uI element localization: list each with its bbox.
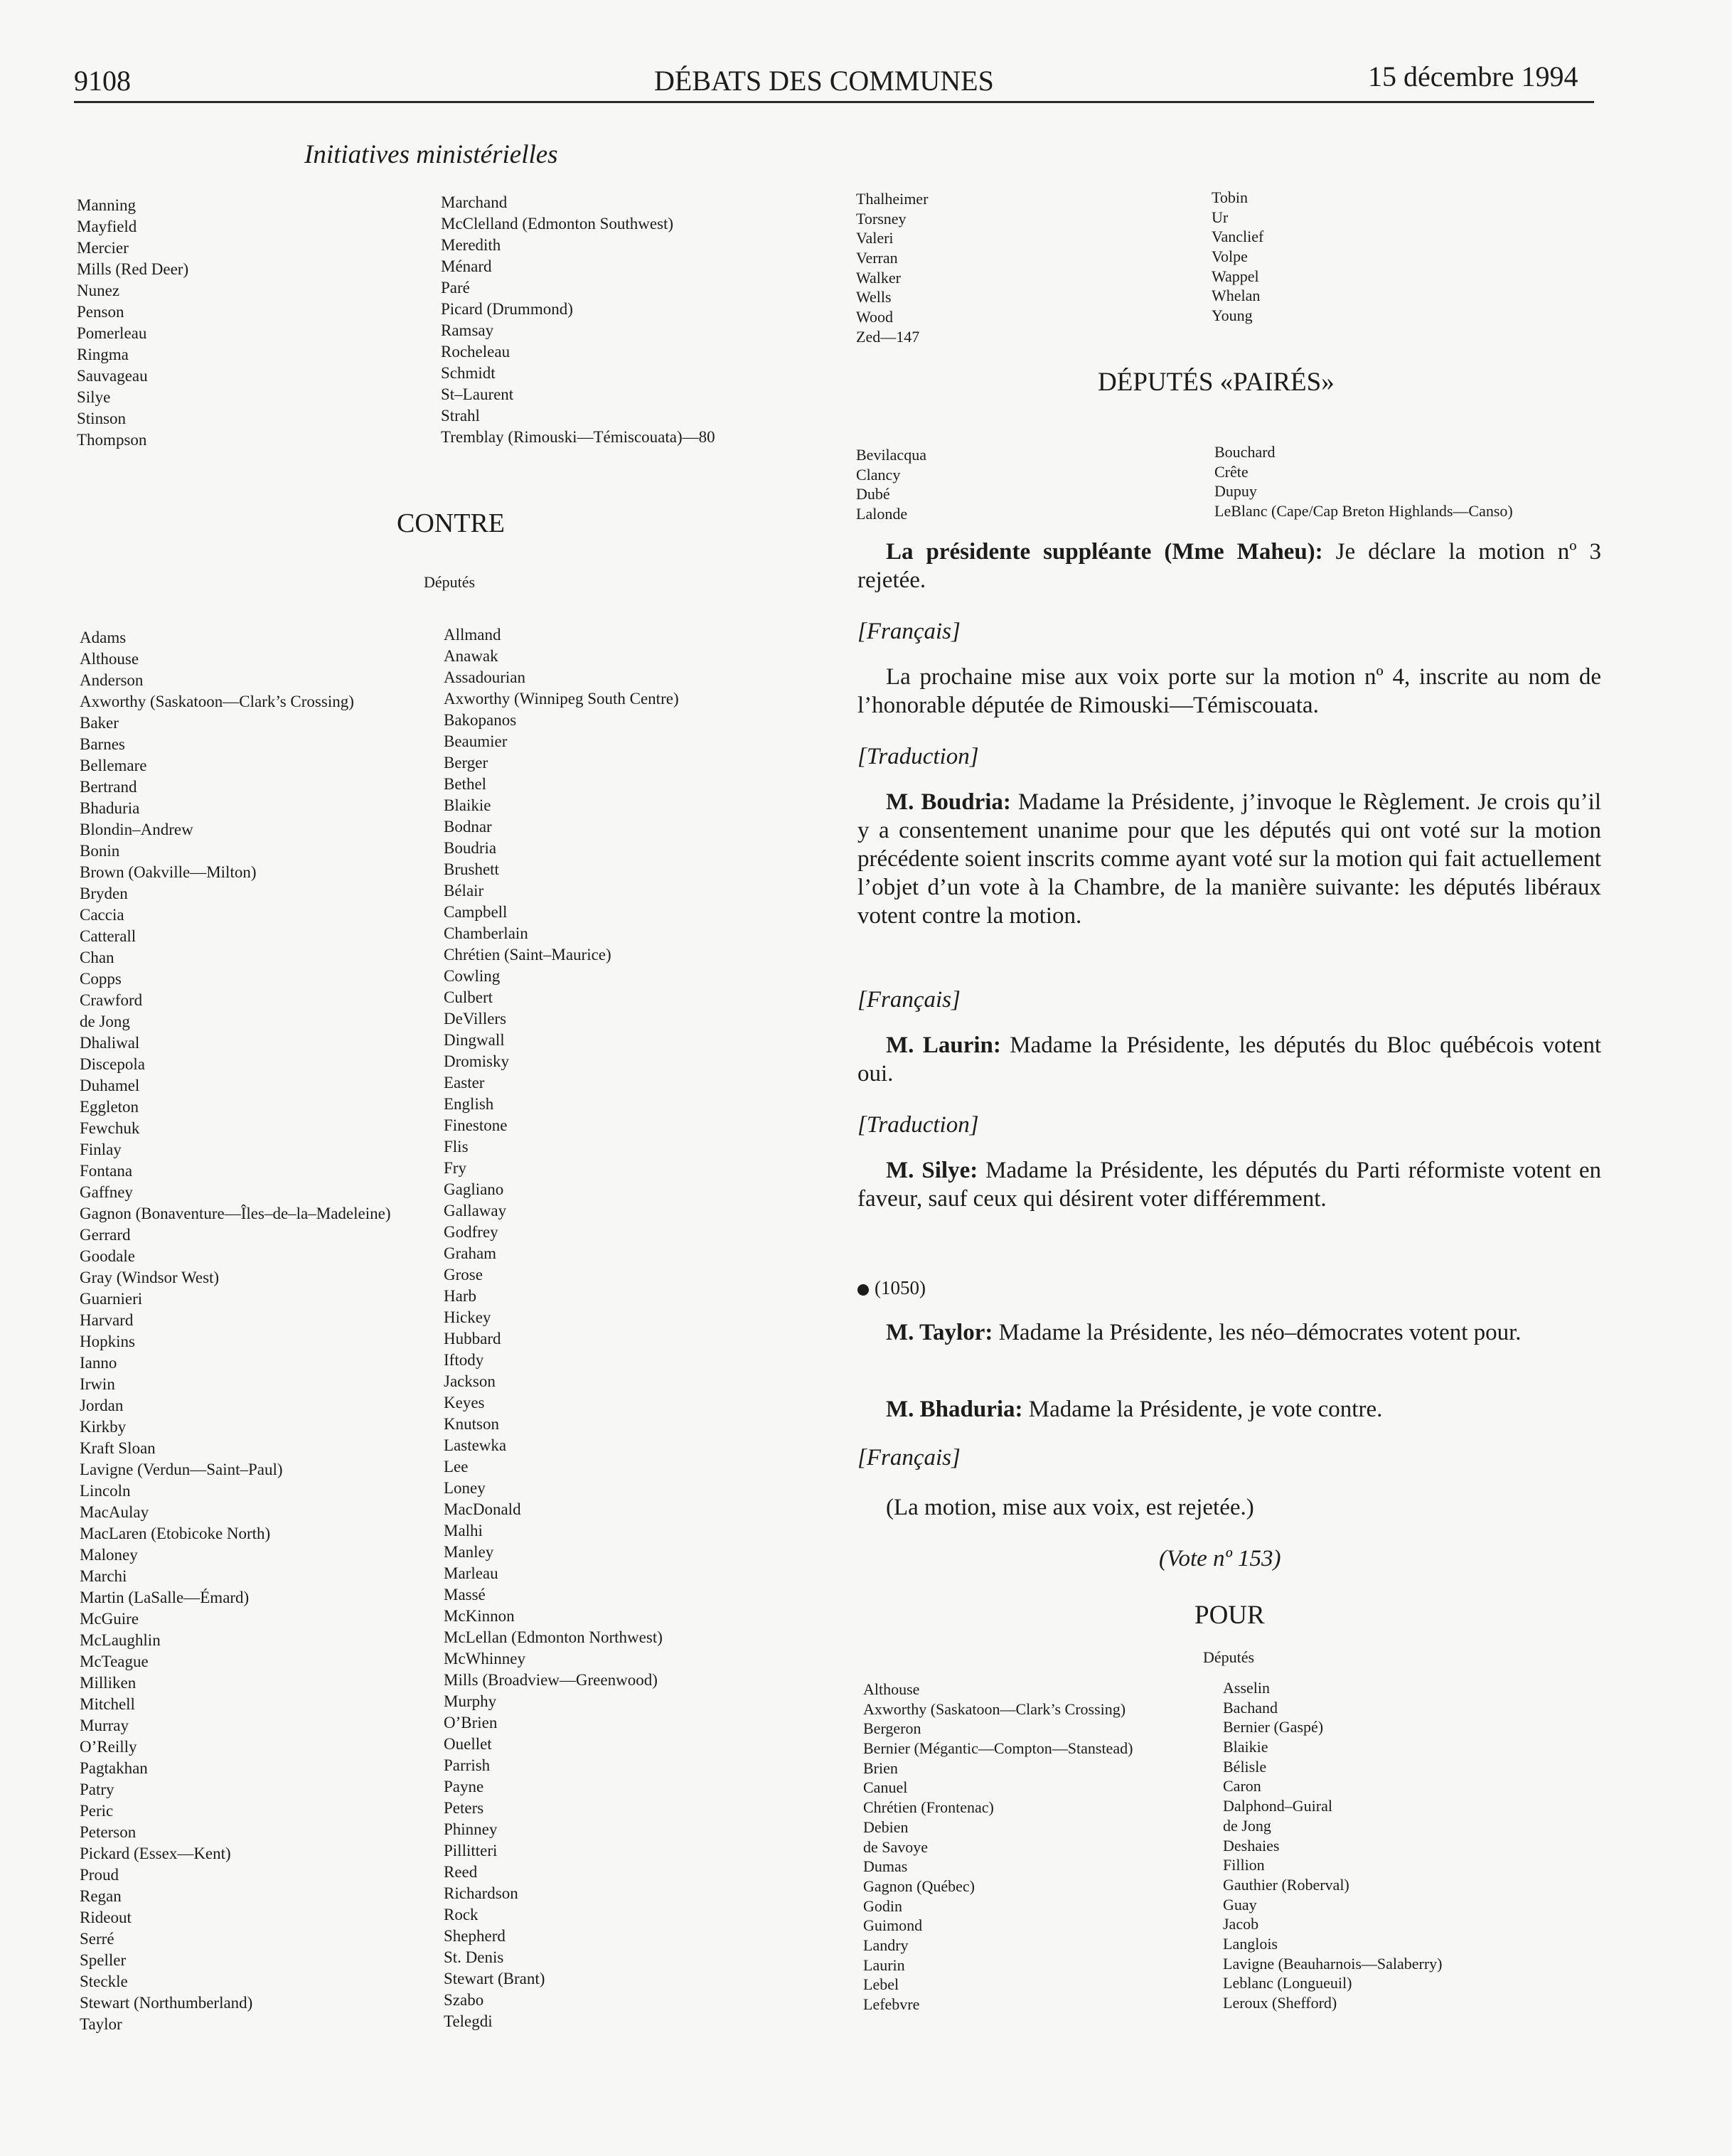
member-name: Debien	[863, 1818, 909, 1836]
member-name: Duhamel	[80, 1077, 140, 1094]
member-name: de Jong	[80, 1013, 130, 1030]
speech-text: Madame la Présidente, les néo–démocrates votent pour.	[993, 1320, 1522, 1345]
paired-heading: DÉPUTÉS «PAIRÉS»	[1098, 368, 1335, 397]
member-name: Telegdi	[444, 2012, 493, 2030]
member-name: Guay	[1223, 1895, 1257, 1914]
member-name: Lavigne (Verdun—Saint–Paul)	[80, 1461, 283, 1478]
pour-subheading: Députés	[1203, 1648, 1255, 1666]
member-name: Catterall	[80, 927, 137, 945]
member-name: Langlois	[1223, 1934, 1278, 1953]
member-name: Hubbard	[444, 1330, 501, 1348]
member-name: Peterson	[80, 1823, 137, 1841]
publication-date: 15 décembre 1994	[1368, 60, 1578, 92]
member-name: Thalheimer	[856, 190, 929, 208]
publication-title: DÉBATS DES COMMUNES	[654, 65, 994, 97]
speech-text: La prochaine mise aux voix porte sur la motion nº 4, inscrite au nom de l’honorable députée de Rimouski—Témiscouata.	[857, 664, 1601, 718]
member-name: Milliken	[80, 1674, 137, 1692]
member-name: Leblanc (Longueuil)	[1223, 1974, 1352, 1992]
member-name: Reed	[444, 1863, 478, 1881]
member-name: Bernier (Mégantic—Compton—Stanstead)	[863, 1739, 1133, 1758]
member-name: St–Laurent	[441, 385, 514, 403]
member-name: Cowling	[444, 967, 501, 985]
member-name: Ringma	[77, 346, 129, 363]
member-name: Baker	[80, 714, 119, 732]
paragraph-speaker-bhaduria	[857, 1395, 1601, 1424]
member-name: Clancy	[856, 465, 901, 484]
member-name: Jordan	[80, 1397, 124, 1414]
member-name: Bonin	[80, 842, 120, 860]
member-name: Crawford	[80, 991, 143, 1009]
language-tag: [Français]	[857, 1445, 961, 1471]
member-name: Chrétien (Saint–Maurice)	[444, 946, 611, 964]
member-name: Bachand	[1223, 1698, 1278, 1717]
member-name: Nunez	[77, 282, 120, 299]
member-name: Penson	[77, 303, 124, 321]
member-name: Crête	[1214, 462, 1249, 481]
member-name: MacAulay	[80, 1503, 149, 1521]
member-name: Volpe	[1212, 247, 1248, 266]
member-name: Fillion	[1223, 1856, 1265, 1874]
contre-heading: CONTRE	[397, 508, 505, 538]
member-name: Harb	[444, 1287, 476, 1305]
member-name: O’Brien	[444, 1714, 498, 1731]
paragraph-speaker-laurin	[857, 1031, 1601, 1088]
member-name: McClelland (Edmonton Southwest)	[441, 215, 674, 233]
member-name: Maloney	[80, 1546, 138, 1564]
member-name: Payne	[444, 1778, 484, 1795]
member-name: Gallaway	[444, 1202, 507, 1220]
member-name: Rock	[444, 1906, 479, 1923]
member-name: Strahl	[441, 407, 480, 425]
member-name: Marchi	[80, 1567, 127, 1585]
member-name: Finlay	[80, 1141, 122, 1158]
member-name: LeBlanc (Cape/Cap Breton Highlands—Canso)	[1214, 502, 1513, 521]
member-name: Lincoln	[80, 1482, 131, 1500]
member-name: Wood	[856, 308, 894, 326]
member-name: Mills (Red Deer)	[77, 260, 189, 278]
member-name: Dumas	[863, 1857, 908, 1876]
member-name: Dingwall	[444, 1031, 505, 1049]
member-name: Fry	[444, 1159, 466, 1177]
member-name: Martin (LaSalle—Émard)	[80, 1589, 250, 1606]
member-name: Mills (Broadview—Greenwood)	[444, 1671, 658, 1689]
member-name: Pillitteri	[444, 1842, 498, 1859]
member-name: Anderson	[80, 671, 144, 689]
member-name: Ianno	[80, 1354, 117, 1372]
member-name: Kraft Sloan	[80, 1439, 156, 1457]
contre-col2	[444, 624, 679, 2032]
member-name: Pickard (Essex—Kent)	[80, 1845, 231, 1862]
member-name: Gray (Windsor West)	[80, 1269, 220, 1286]
member-name: Phinney	[444, 1820, 498, 1838]
member-name: Chrétien (Frontenac)	[863, 1798, 994, 1817]
member-name: Murphy	[444, 1692, 497, 1710]
member-name: Berger	[444, 754, 488, 772]
language-tag: [Français]	[857, 619, 961, 644]
member-name: Bergeron	[863, 1719, 921, 1738]
member-name: Walker	[856, 268, 901, 287]
member-name: Chan	[80, 949, 114, 966]
member-name: Ur	[1212, 208, 1229, 226]
member-name: Massé	[444, 1586, 486, 1603]
member-name: Torsney	[856, 209, 907, 228]
member-name: Adams	[80, 629, 127, 646]
member-name: DeVillers	[444, 1010, 507, 1028]
member-name: MacLaren (Etobicoke North)	[80, 1525, 271, 1542]
member-name: Ménard	[441, 257, 492, 275]
member-name: Silye	[77, 388, 111, 406]
member-name: Stewart (Brant)	[444, 1970, 545, 1987]
member-name: Leroux (Shefford)	[1223, 1994, 1337, 2012]
member-name: Bryden	[80, 885, 128, 902]
member-name: Mercier	[77, 239, 129, 257]
member-name: Axworthy (Saskatoon—Clark’s Crossing)	[80, 693, 354, 710]
member-name: Brien	[863, 1759, 898, 1777]
member-name: Lee	[444, 1458, 469, 1475]
member-name: Bhaduria	[80, 799, 140, 817]
member-name: Serré	[80, 1930, 114, 1948]
speech-text: Madame la Présidente, j’invoque le Règlement. Je crois qu’il y a consentement unanime pour que les députés qui ont voté sur la motion précédente soient inscrits comme ayant voté sur la motion qui fait actuellement l’objet d’un vote à la Chambre, de la manière suivante: les députés libéraux votent contre la motion.	[857, 789, 1602, 929]
member-name: Tobin	[1212, 188, 1249, 206]
member-name: Copps	[80, 970, 122, 988]
paragraph-next-vote	[857, 663, 1601, 720]
pour-continued-col1	[77, 195, 188, 451]
member-name: Iftody	[444, 1351, 484, 1369]
member-name: Axworthy (Saskatoon—Clark’s Crossing)	[863, 1699, 1126, 1718]
member-name: Bethel	[444, 775, 487, 793]
member-name: English	[444, 1095, 494, 1113]
member-name: Schmidt	[441, 364, 496, 382]
member-name: Gagnon (Québec)	[863, 1877, 975, 1895]
member-name: Taylor	[80, 2015, 122, 2033]
member-name: Flis	[444, 1138, 469, 1156]
member-name: Bellemare	[80, 757, 147, 774]
member-name: Zed—147	[856, 327, 920, 346]
member-name: de Savoye	[863, 1837, 929, 1856]
paragraph-speaker-maheu	[857, 538, 1601, 594]
member-name: Althouse	[863, 1680, 920, 1698]
member-name: Harvard	[80, 1311, 134, 1329]
member-name: Steckle	[80, 1973, 128, 1990]
member-name: Dupuy	[1214, 482, 1257, 501]
member-name: Lastewka	[444, 1436, 507, 1454]
member-name: Gagnon (Bonaventure—Îles–de–la–Madeleine)	[80, 1205, 391, 1222]
member-name: Bélair	[444, 882, 484, 900]
speech-text: Je déclare la motion nº 3 rejetée.	[857, 539, 1601, 593]
member-name: Keyes	[444, 1394, 485, 1411]
member-name: Goodale	[80, 1247, 135, 1265]
member-name: Guarnieri	[80, 1290, 143, 1308]
member-name: Lefebvre	[863, 1995, 920, 2013]
member-name: Bevilacqua	[856, 446, 926, 464]
speaker-name: M. Taylor:	[886, 1320, 993, 1345]
member-name: Caron	[1223, 1777, 1261, 1795]
member-name: Marleau	[444, 1564, 498, 1582]
member-name: Gerrard	[80, 1226, 131, 1244]
member-name: Bélisle	[1223, 1757, 1267, 1776]
member-name: Proud	[80, 1866, 119, 1884]
member-name: Gagliano	[444, 1180, 504, 1198]
member-name: Paré	[441, 279, 470, 297]
contre-col1	[80, 627, 390, 2035]
speaker-name: M. Silye:	[886, 1158, 978, 1183]
member-name: McTeague	[80, 1653, 149, 1670]
member-name: Caccia	[80, 906, 124, 924]
member-name: Marchand	[441, 193, 508, 211]
member-name: Grose	[444, 1266, 483, 1284]
member-name: Speller	[80, 1951, 127, 1969]
member-name: Beaumier	[444, 732, 508, 750]
member-name: St. Denis	[444, 1948, 504, 1966]
member-name: Assadourian	[444, 668, 525, 686]
member-name: Tremblay (Rimouski—Témiscouata)—80	[441, 428, 715, 446]
member-name: Manley	[444, 1543, 494, 1561]
paragraph-speaker-boudria	[857, 788, 1601, 930]
member-name: Vanclief	[1212, 228, 1264, 246]
speech-text: Madame la Présidente, les députés du Parti réformiste votent en faveur, sauf ceux qui désirent voter différemment.	[857, 1158, 1601, 1212]
bullet-icon	[857, 1284, 869, 1296]
member-name: McLellan (Edmonton Northwest)	[444, 1628, 663, 1646]
time-marker: (1050)	[857, 1277, 926, 1299]
member-name: Sauvageau	[77, 367, 148, 385]
member-name: Gauthier (Roberval)	[1223, 1875, 1349, 1894]
member-name: Axworthy (Winnipeg South Centre)	[444, 690, 679, 708]
contre-continued-col2	[1212, 188, 1263, 326]
member-name: Canuel	[863, 1778, 908, 1797]
paragraph-result	[857, 1493, 1601, 1522]
member-name: Jackson	[444, 1372, 496, 1390]
member-name: Lebel	[863, 1975, 899, 1994]
member-name: Landry	[863, 1936, 909, 1954]
member-name: O’Reilly	[80, 1738, 137, 1756]
member-name: Lavigne (Beauharnois—Salaberry)	[1223, 1954, 1443, 1973]
member-name: Wells	[856, 288, 892, 306]
paragraph-speaker-silye	[857, 1156, 1601, 1213]
member-name: Brown (Oakville—Milton)	[80, 863, 257, 881]
member-name: Young	[1212, 306, 1253, 325]
page-number: 9108	[74, 65, 131, 97]
member-name: Dalphond–Guiral	[1223, 1797, 1332, 1815]
language-tag: [Traduction]	[857, 1112, 979, 1138]
paired-col1	[856, 445, 926, 524]
pour-continued-col2	[441, 192, 715, 448]
speaker-name: La présidente suppléante (Mme Maheu):	[886, 539, 1323, 565]
member-name: Blondin–Andrew	[80, 821, 193, 838]
member-name: Bertrand	[80, 778, 137, 796]
contre-continued-col1	[856, 189, 928, 347]
member-name: Stinson	[77, 410, 127, 427]
member-name: Graham	[444, 1244, 497, 1262]
member-name: Anawak	[444, 647, 498, 665]
member-name: Ouellet	[444, 1735, 492, 1753]
member-name: Deshaies	[1223, 1836, 1280, 1855]
member-name: Mitchell	[80, 1695, 135, 1713]
member-name: Wappel	[1212, 267, 1259, 285]
member-name: Hopkins	[80, 1333, 135, 1350]
member-name: Dromisky	[444, 1052, 509, 1070]
member-name: Dubé	[856, 485, 890, 503]
member-name: Szabo	[444, 1991, 484, 2009]
speech-text: (La motion, mise aux voix, est rejetée.)	[886, 1495, 1254, 1520]
speech-text: Madame la Présidente, je vote contre.	[1022, 1397, 1383, 1422]
member-name: Althouse	[80, 650, 139, 668]
speech-text: Madame la Présidente, les députés du Bloc québécois votent oui.	[857, 1032, 1601, 1087]
language-tag: [Français]	[857, 987, 961, 1013]
pour-heading: POUR	[1194, 1601, 1265, 1630]
member-name: Shepherd	[444, 1927, 506, 1945]
member-name: McWhinney	[444, 1650, 525, 1667]
member-name: McKinnon	[444, 1607, 515, 1625]
member-name: Peric	[80, 1802, 114, 1820]
speaker-name: M. Laurin:	[886, 1032, 1001, 1058]
member-name: Godfrey	[444, 1223, 498, 1241]
pour-col2	[1223, 1678, 1443, 2013]
member-name: Pagtakhan	[80, 1759, 148, 1777]
speaker-name: M. Boudria:	[886, 789, 1011, 815]
member-name: Blaikie	[1223, 1738, 1268, 1756]
vote-number: (Vote nº 153)	[1159, 1546, 1281, 1571]
member-name: Meredith	[441, 236, 501, 254]
member-name: Blaikie	[444, 796, 491, 814]
member-name: Regan	[80, 1887, 122, 1905]
member-name: Hickey	[444, 1308, 491, 1326]
contre-subheading: Députés	[424, 573, 476, 591]
member-name: Chamberlain	[444, 924, 528, 942]
member-name: Whelan	[1212, 287, 1261, 305]
member-name: Godin	[863, 1896, 902, 1915]
member-name: Parrish	[444, 1756, 491, 1774]
member-name: de Jong	[1223, 1816, 1271, 1835]
member-name: Mayfield	[77, 218, 137, 235]
member-name: Fontana	[80, 1162, 133, 1180]
member-name: Dhaliwal	[80, 1034, 140, 1052]
member-name: Boudria	[444, 839, 497, 857]
member-name: Laurin	[863, 1955, 905, 1974]
member-name: Campbell	[444, 903, 508, 921]
member-name: Bernier (Gaspé)	[1223, 1718, 1324, 1736]
member-name: Gaffney	[80, 1183, 133, 1201]
member-name: Barnes	[80, 735, 125, 753]
member-name: Manning	[77, 196, 137, 214]
member-name: Richardson	[444, 1884, 518, 1902]
speaker-name: M. Bhaduria:	[886, 1397, 1023, 1422]
header-rule	[74, 101, 1594, 103]
member-name: McGuire	[80, 1610, 139, 1628]
member-name: Bouchard	[1214, 443, 1276, 461]
member-name: Rocheleau	[441, 343, 510, 361]
member-name: Guimond	[863, 1916, 923, 1935]
member-name: Loney	[444, 1479, 486, 1497]
member-name: Patry	[80, 1781, 114, 1798]
member-name: Culbert	[444, 988, 493, 1006]
member-name: Malhi	[444, 1522, 483, 1539]
section-title: Initiatives ministérielles	[304, 140, 558, 169]
member-name: Irwin	[80, 1375, 115, 1393]
member-name: Knutson	[444, 1415, 499, 1433]
member-name: Finestone	[444, 1116, 508, 1134]
paired-col2	[1214, 442, 1513, 521]
member-name: Brushett	[444, 860, 499, 878]
member-name: Stewart (Northumberland)	[80, 1994, 253, 2012]
member-name: Eggleton	[80, 1098, 139, 1116]
pour-col1	[863, 1680, 1133, 2014]
member-name: Verran	[856, 249, 898, 267]
member-name: Rideout	[80, 1909, 132, 1926]
member-name: Peters	[444, 1799, 484, 1817]
member-name: MacDonald	[444, 1500, 521, 1518]
member-name: Allmand	[444, 626, 501, 644]
member-name: Thompson	[77, 431, 147, 449]
member-name: Murray	[80, 1717, 129, 1734]
member-name: Asselin	[1223, 1679, 1270, 1697]
language-tag: [Traduction]	[857, 744, 979, 769]
member-name: Ramsay	[441, 321, 494, 339]
member-name: Valeri	[856, 229, 894, 247]
member-name: Easter	[444, 1074, 485, 1092]
member-name: Lalonde	[856, 505, 908, 523]
paragraph-speaker-taylor	[857, 1318, 1601, 1347]
member-name: Picard (Drummond)	[441, 300, 573, 318]
member-name: Pomerleau	[77, 324, 147, 342]
member-name: Jacob	[1223, 1915, 1259, 1933]
member-name: Kirkby	[80, 1418, 127, 1436]
member-name: McLaughlin	[80, 1631, 161, 1649]
member-name: Fewchuk	[80, 1119, 140, 1137]
member-name: Bodnar	[444, 818, 492, 836]
member-name: Discepola	[80, 1055, 145, 1073]
member-name: Bakopanos	[444, 711, 517, 729]
